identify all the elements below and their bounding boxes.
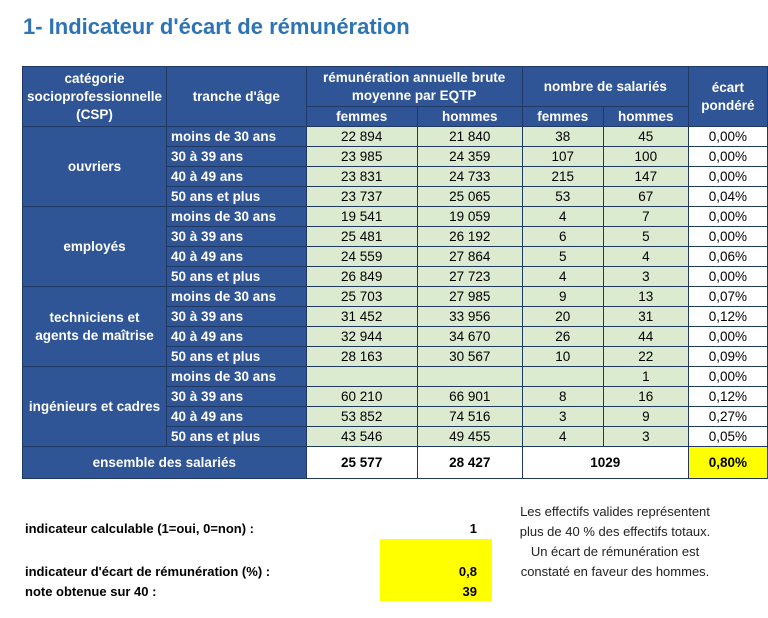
age-cell: 40 à 49 ans: [167, 407, 307, 427]
age-cell: moins de 30 ans: [167, 367, 307, 387]
header-rem-hommes: hommes: [417, 107, 522, 127]
nb-femmes-cell: [522, 367, 603, 387]
note-line: constaté en faveur des hommes.: [520, 564, 710, 579]
rem-femmes-cell: 24 559: [306, 247, 417, 267]
header-nb-hommes: hommes: [603, 107, 688, 127]
note-label: note obtenue sur 40 :: [25, 584, 157, 599]
ecart-cell: 0,06%: [688, 247, 767, 267]
rem-hommes-cell: 33 956: [417, 307, 522, 327]
table-row: [23, 127, 768, 147]
remuneration-table: [22, 66, 768, 479]
rem-hommes-cell: 19 059: [417, 207, 522, 227]
age-cell: moins de 30 ans: [167, 207, 307, 227]
nb-femmes-cell: 5: [522, 247, 603, 267]
age-cell: 50 ans et plus: [167, 347, 307, 367]
nb-femmes-cell: 6: [522, 227, 603, 247]
rem-hommes-cell: 27 985: [417, 287, 522, 307]
nb-hommes-cell: 3: [603, 267, 688, 287]
nb-hommes-cell: 31: [603, 307, 688, 327]
age-cell: 40 à 49 ans: [167, 327, 307, 347]
nb-femmes-cell: 10: [522, 347, 603, 367]
ecart-cell: 0,00%: [688, 367, 767, 387]
page-title: 1- Indicateur d'écart de rémunération: [23, 14, 410, 39]
total-row: [23, 447, 768, 479]
header-salaries: nombre de salariés: [522, 67, 688, 107]
age-cell: 50 ans et plus: [167, 427, 307, 447]
ecart-cell: 0,12%: [688, 387, 767, 407]
rem-femmes-cell: 26 849: [306, 267, 417, 287]
nb-femmes-cell: 9: [522, 287, 603, 307]
rem-hommes-cell: 74 516: [417, 407, 522, 427]
total-rem-hommes: 28 427: [417, 447, 522, 479]
explanation-note: [500, 502, 730, 582]
ecart-cell: 0,00%: [688, 327, 767, 347]
rem-femmes-cell: 32 944: [306, 327, 417, 347]
rem-femmes-cell: 23 737: [306, 187, 417, 207]
rem-hommes-cell: 24 359: [417, 147, 522, 167]
calculable-label: indicateur calculable (1=oui, 0=non) :: [25, 521, 254, 536]
nb-hommes-cell: 1: [603, 367, 688, 387]
nb-femmes-cell: 4: [522, 207, 603, 227]
note-line: plus de 40 % des effectifs totaux.: [519, 524, 711, 539]
rem-femmes-cell: 53 852: [306, 407, 417, 427]
rem-hommes-cell: 27 723: [417, 267, 522, 287]
rem-hommes-cell: 21 840: [417, 127, 522, 147]
age-cell: 30 à 39 ans: [167, 387, 307, 407]
nb-femmes-cell: 26: [522, 327, 603, 347]
header-csp: catégorie socioprofessionnelle (CSP): [23, 67, 167, 127]
age-cell: 40 à 49 ans: [167, 167, 307, 187]
nb-femmes-cell: 4: [522, 427, 603, 447]
table-row: [23, 207, 768, 227]
nb-hommes-cell: 147: [603, 167, 688, 187]
ecart-cell: 0,04%: [688, 187, 767, 207]
nb-hommes-cell: 22: [603, 347, 688, 367]
ecart-cell: 0,05%: [688, 427, 767, 447]
nb-hommes-cell: 16: [603, 387, 688, 407]
calculable-value: 1: [469, 521, 477, 536]
nb-femmes-cell: 20: [522, 307, 603, 327]
nb-hommes-cell: 4: [603, 247, 688, 267]
rem-femmes-cell: 19 541: [306, 207, 417, 227]
age-cell: 30 à 39 ans: [167, 227, 307, 247]
rem-femmes-cell: 25 481: [306, 227, 417, 247]
ecart-indicator-label: indicateur d'écart de rémunération (%) :: [25, 564, 271, 579]
age-cell: moins de 30 ans: [167, 287, 307, 307]
nb-hommes-cell: 45: [603, 127, 688, 147]
table-row: [23, 287, 768, 307]
nb-femmes-cell: 107: [522, 147, 603, 167]
age-cell: 30 à 39 ans: [167, 307, 307, 327]
ecart-indicator-value: 0,8: [458, 564, 477, 579]
ecart-cell: 0,00%: [688, 207, 767, 227]
total-rem-femmes: 25 577: [306, 447, 417, 479]
total-nb-salaries: 1029: [522, 447, 688, 479]
nb-hommes-cell: 7: [603, 207, 688, 227]
nb-hommes-cell: 5: [603, 227, 688, 247]
csp-cell: techniciens et agents de maîtrise: [23, 287, 167, 367]
rem-hommes-cell: 66 901: [417, 387, 522, 407]
rem-hommes-cell: 27 864: [417, 247, 522, 267]
rem-femmes-cell: 23 831: [306, 167, 417, 187]
ecart-cell: 0,12%: [688, 307, 767, 327]
total-label: ensemble des salariés: [23, 447, 307, 479]
rem-hommes-cell: 25 065: [417, 187, 522, 207]
rem-hommes-cell: 24 733: [417, 167, 522, 187]
csp-cell: ouvriers: [23, 127, 167, 207]
table-row: [23, 367, 768, 387]
ecart-cell: 0,07%: [688, 287, 767, 307]
nb-femmes-cell: 38: [522, 127, 603, 147]
header-age: tranche d'âge: [167, 67, 307, 127]
rem-hommes-cell: 34 670: [417, 327, 522, 347]
rem-femmes-cell: 31 452: [306, 307, 417, 327]
ecart-cell: 0,27%: [688, 407, 767, 427]
header-ecart: écart pondéré: [688, 67, 767, 127]
ecart-cell: 0,00%: [688, 227, 767, 247]
nb-femmes-cell: 4: [522, 267, 603, 287]
ecart-cell: 0,00%: [688, 127, 767, 147]
csp-cell: employés: [23, 207, 167, 287]
total-ecart: 0,80%: [688, 447, 767, 479]
csp-cell: ingénieurs et cadres: [23, 367, 167, 447]
nb-hommes-cell: 3: [603, 427, 688, 447]
age-cell: 30 à 39 ans: [167, 147, 307, 167]
age-cell: 50 ans et plus: [167, 267, 307, 287]
header-remuneration: rémunération annuelle brute moyenne par EQTP: [306, 67, 522, 107]
rem-femmes-cell: 23 985: [306, 147, 417, 167]
rem-femmes-cell: 25 703: [306, 287, 417, 307]
note-line: Les effectifs valides représentent: [520, 504, 710, 519]
rem-femmes-cell: 60 210: [306, 387, 417, 407]
nb-hommes-cell: 9: [603, 407, 688, 427]
age-cell: 40 à 49 ans: [167, 247, 307, 267]
rem-femmes-cell: 22 894: [306, 127, 417, 147]
nb-femmes-cell: 53: [522, 187, 603, 207]
ecart-cell: 0,00%: [688, 167, 767, 187]
nb-hommes-cell: 100: [603, 147, 688, 167]
rem-hommes-cell: 30 567: [417, 347, 522, 367]
ecart-cell: 0,00%: [688, 147, 767, 167]
rem-hommes-cell: 26 192: [417, 227, 522, 247]
nb-hommes-cell: 44: [603, 327, 688, 347]
rem-femmes-cell: 43 546: [306, 427, 417, 447]
nb-femmes-cell: 3: [522, 407, 603, 427]
nb-femmes-cell: 8: [522, 387, 603, 407]
nb-hommes-cell: 13: [603, 287, 688, 307]
note-value: 39: [462, 584, 477, 599]
nb-hommes-cell: 67: [603, 187, 688, 207]
rem-hommes-cell: [417, 367, 522, 387]
age-cell: moins de 30 ans: [167, 127, 307, 147]
ecart-cell: 0,09%: [688, 347, 767, 367]
header-rem-femmes: femmes: [306, 107, 417, 127]
rem-hommes-cell: 49 455: [417, 427, 522, 447]
header-nb-femmes: femmes: [522, 107, 603, 127]
age-cell: 50 ans et plus: [167, 187, 307, 207]
note-line: Un écart de rémunération est: [530, 544, 700, 559]
ecart-cell: 0,00%: [688, 267, 767, 287]
rem-femmes-cell: [306, 367, 417, 387]
rem-femmes-cell: 28 163: [306, 347, 417, 367]
nb-femmes-cell: 215: [522, 167, 603, 187]
